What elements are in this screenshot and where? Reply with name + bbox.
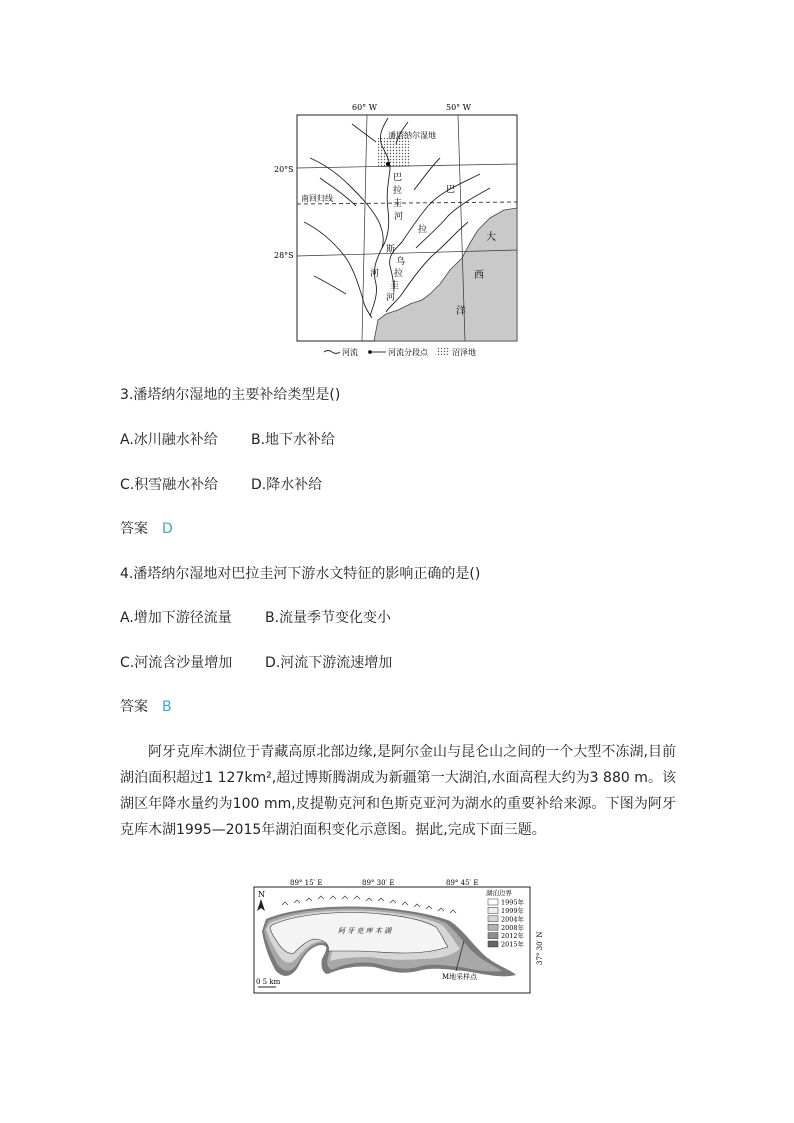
- river4-char-1: 河: [370, 269, 380, 279]
- lat-label-3730: 37° 30′ N: [536, 931, 544, 965]
- question-4-option-d: D.河流下游流速增加: [265, 655, 393, 671]
- question-4-option-a: A.增加下游径流量: [120, 610, 232, 626]
- ocean-char-1: 大: [486, 232, 496, 243]
- lake-name: 阿 牙 克 库 木 湖: [338, 927, 392, 935]
- legend-swatch-3: [488, 924, 498, 930]
- paraguay-river-map: [274, 98, 530, 360]
- question-4-answer: [120, 697, 172, 717]
- legend-year-0: 1995年: [501, 898, 525, 907]
- sample-point-label: M地采样点: [442, 973, 478, 981]
- answer-label: 答案: [120, 521, 148, 537]
- legend-year-1: 1999年: [501, 907, 525, 915]
- ocean-char-3: 洋: [456, 306, 466, 317]
- legend-year-5: 2015年: [501, 940, 525, 949]
- legend-swatch-4: [488, 933, 498, 939]
- wetland-label: 潘塔纳尔湿地: [388, 131, 436, 140]
- lake-area-map: [250, 875, 550, 997]
- river3-char-2: 乌: [396, 257, 406, 267]
- river1-char-2: 拉: [393, 186, 403, 196]
- legend-swatch-1: [488, 907, 498, 913]
- legend-river: 河流: [342, 348, 358, 357]
- scale-label: 0 5 km: [256, 978, 281, 986]
- lat-label-20s: 20°S: [274, 165, 294, 174]
- question-3-option-b: B.地下水补给: [251, 432, 336, 448]
- legend-year-3: 2008年: [501, 923, 525, 932]
- question-3-answer: [120, 519, 173, 539]
- ocean-char-2: 西: [474, 270, 484, 281]
- legend-year-2: 2004年: [501, 915, 525, 924]
- lon-label-60w: 60° W: [352, 103, 377, 112]
- tropic-label: 南回归线: [301, 194, 333, 203]
- question-3-option-d: D.降水补给: [251, 477, 323, 493]
- legend-swamp: 沼泽地: [452, 348, 476, 357]
- legend-swatch-2: [488, 916, 498, 922]
- question-4-stem: 4.潘塔纳尔湿地对巴拉圭河下游水文特征的影响正确的是(): [120, 566, 481, 582]
- lon-label-8945: 89° 45′ E: [446, 879, 479, 887]
- river2-char-1: 巴: [446, 185, 456, 195]
- answer-label: 答案: [120, 699, 148, 715]
- lon-label-50w: 50° W: [446, 103, 471, 112]
- river3-char-4: 圭: [390, 281, 400, 291]
- answer-value: B: [162, 699, 172, 715]
- question-3-stem: 3.潘塔纳尔湿地的主要补给类型是(): [120, 387, 341, 403]
- legend-year-4: 2012年: [501, 932, 525, 941]
- river1-char-1: 巴: [393, 173, 403, 183]
- question-3-option-c: C.积雪融水补给: [120, 477, 219, 493]
- question-4-option-b: B.流量季节变化变小: [265, 610, 392, 626]
- lon-label-8915: 89° 15′ E: [290, 879, 323, 887]
- river2-char-2: 拉: [418, 225, 428, 235]
- answer-value: D: [162, 521, 173, 537]
- passage-paragraph: 阿牙克库木湖位于青藏高原北部边缘,是阿尔金山与昆仑山之间的一个大型不冻湖,目前湖泊面积超过1 127km²,超过博斯腾湖成为新疆第一大湖泊,水面高程大约为3 880 m。该湖区年降水量约为100 mm,皮提勒克河和色斯克亚河为湖水的重要补给来源。下图为阿牙克库木湖1995—2015年湖泊面积变化示意图。据此,完成下面三题。: [120, 744, 676, 838]
- river1-char-3: 圭: [393, 199, 403, 209]
- segment-point: [386, 162, 390, 166]
- question-3-option-a: A.冰川融水补给: [120, 432, 218, 448]
- north-label: N: [258, 890, 265, 899]
- river3-char-5: 河: [386, 293, 396, 303]
- legend-segment: 河流分段点: [388, 348, 428, 357]
- legend-swatch-0: [488, 899, 498, 905]
- river3-char-1: 斯: [386, 245, 396, 255]
- river1-char-4: 河: [394, 212, 404, 222]
- map1-legend: [324, 347, 476, 357]
- legend-title: 湖泊边界: [486, 889, 512, 897]
- river3-char-3: 拉: [394, 269, 404, 279]
- legend-swatch-5: [488, 941, 498, 947]
- lon-label-8930: 89° 30′ E: [362, 879, 395, 887]
- swamp-area: [378, 138, 410, 166]
- question-4-option-c: C.河流含沙量增加: [120, 655, 233, 671]
- lat-label-28s: 28°S: [274, 251, 294, 260]
